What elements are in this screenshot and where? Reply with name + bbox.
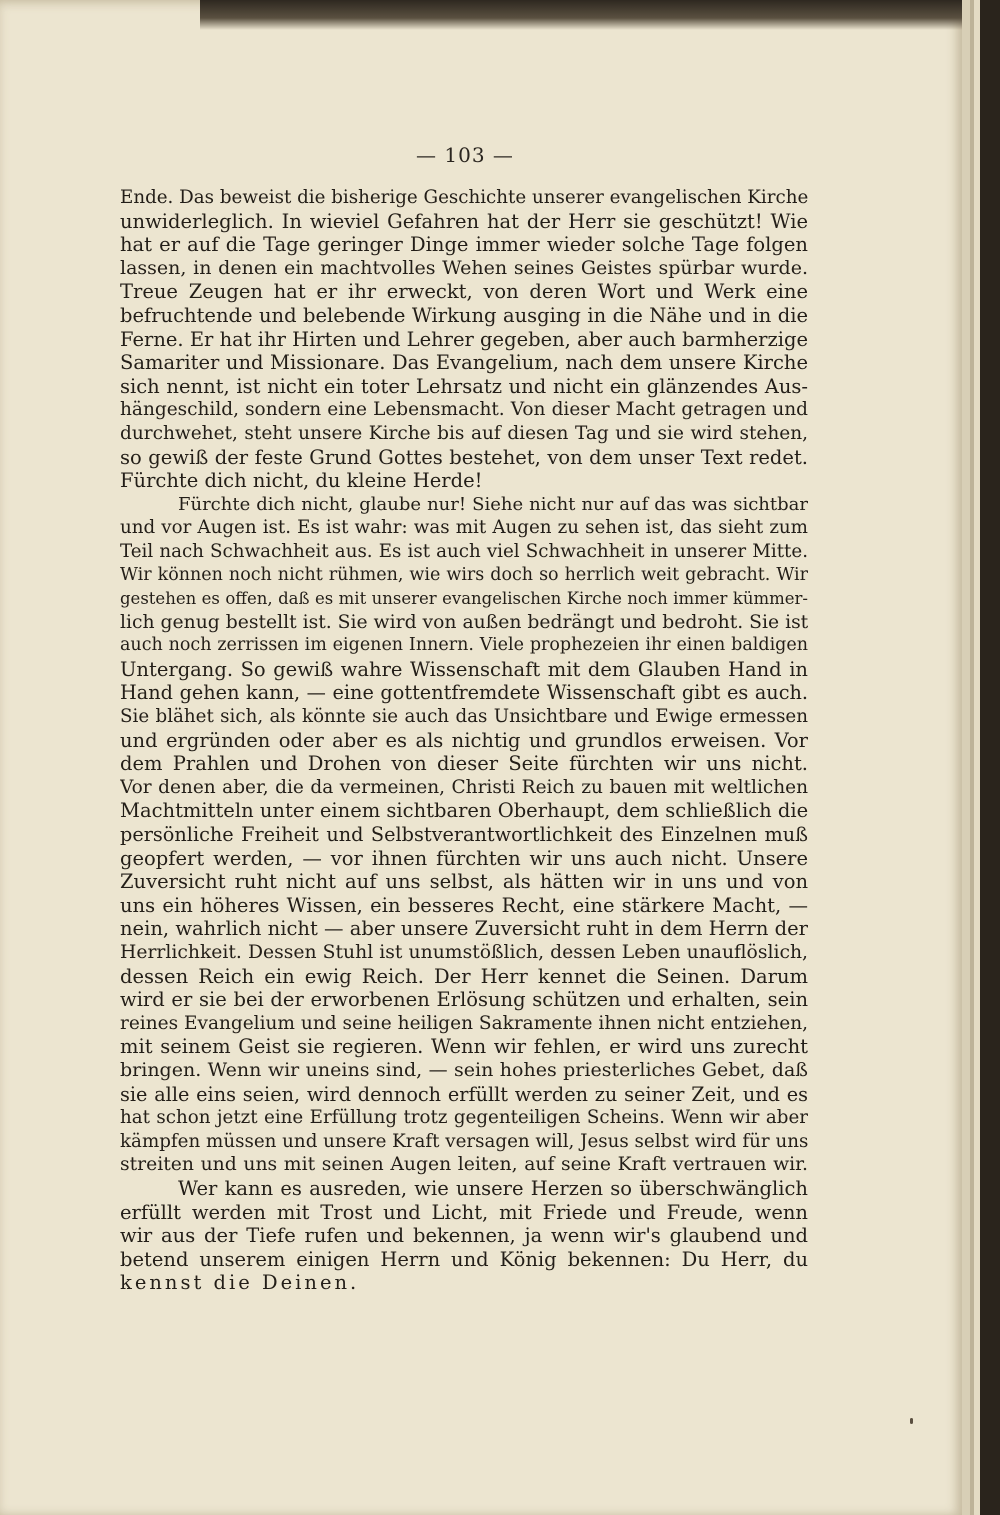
text-line: kennst die Deinen. [120,1271,360,1295]
text-line: lassen, in denen ein machtvolles Wehen seines Geistes spürbar wurde. [120,256,808,279]
text-line: lich genug bestellt ist. Sie wird von außen bedrängt und bedroht. Sie ist [120,611,808,633]
text-line: reines Evangelium und seine heiligen Sakramente ihnen nicht entziehen, [120,1012,808,1034]
page-number: — 103 — [416,143,514,167]
text-line: und ergründen oder aber es als nichtig und grundlos erweisen. Vor [120,728,808,752]
text-line: betend unserem einigen Herrn und König bekennen: Du Herr, du [120,1247,808,1271]
text-line: streiten und uns mit seinen Augen leiten, auf seine Kraft vertrauen wir. [120,1154,808,1176]
text-line: Fürchte dich nicht, du kleine Herde! [120,469,483,493]
page-edge [962,0,970,1515]
text-line: Teil nach Schwachheit aus. Es ist auch viel Schwachheit in unserer Mitte. [120,540,808,562]
text-line: hat schon jetzt eine Erfüllung trotz gegenteiligen Scheins. Wenn wir aber [120,1107,808,1129]
text-line: Treue Zeugen hat er ihr erweckt, von deren Wort und Werk eine [120,280,808,304]
text-line: auch noch zerrissen im eigenen Innern. Viele prophezeien ihr einen baldigen [120,635,808,656]
text-line: Fürchte dich nicht, glaube nur! Siehe nicht nur auf das was sichtbar [178,493,808,515]
text-line: Ende. Das beweist die bisherige Geschichte unserer evangelischen Kirche [120,187,808,208]
text-line: sie alle eins seien, wird dennoch erfüllt werden zu seiner Zeit, und es [120,1082,808,1106]
text-line: gestehen es offen, daß es mit unserer evangelischen Kirche noch immer kümmer- [120,589,808,609]
text-line: Untergang. So gewiß wahre Wissenschaft mit dem Glauben Hand in [120,657,808,681]
text-line: hat er auf die Tage geringer Dinge immer wieder solche Tage folgen [120,233,808,257]
text-line: Wir können noch nicht rühmen, wie wirs doch so herrlich weit gebracht. Wir [120,564,808,585]
text-line: geopfert werden, — vor ihnen fürchten wir uns auch nicht. Unsere [120,846,808,870]
text-line: Sie blähet sich, als könnte sie auch das Unsichtbare und Ewige ermessen [120,706,808,728]
text-line: Hand gehen kann, — eine gottentfremdete Wissenschaft gibt es auch. [120,681,808,705]
text-line: durchwehet, steht unsere Kirche bis auf diesen Tag und sie wird stehen, [120,422,808,444]
text-line: Wer kann es ausreden, wie unsere Herzen so überschwänglich [178,1176,808,1200]
text-line: Vor denen aber, die da vermeinen, Christi Reich zu bauen mit weltlichen [120,776,808,798]
book-binding [980,0,1000,1515]
text-line: und vor Augen ist. Es ist wahr: was mit Augen zu sehen ist, das sieht zum [120,517,808,539]
text-line: Herrlichkeit. Dessen Stuhl ist unumstößlich, dessen Leben unauflöslich, [120,942,808,963]
text-line: so gewiß der feste Grund Gottes bestehet, von dem unser Text redet. [120,445,808,469]
text-line: Ferne. Er hat ihr Hirten und Lehrer gegeben, aber auch barmherzige [120,327,808,351]
text-line: mit seinem Geist sie regieren. Wenn wir fehlen, er wird uns zurecht [120,1035,808,1059]
text-line: persönliche Freiheit und Selbstverantwortlichkeit des Einzelnen muß [120,823,808,847]
text-line: dessen Reich ein ewig Reich. Der Herr kennet die Seinen. Darum [120,964,808,988]
text-line: unwiderleglich. In wieviel Gefahren hat der Herr sie geschützt! Wie [120,209,808,233]
text-line: Samariter und Missionare. Das Evangelium, nach dem unsere Kirche [120,351,808,375]
text-line: Zuversicht ruht nicht auf uns selbst, als hätten wir in uns und von [120,870,808,894]
text-line: hängeschild, sondern eine Lebensmacht. Von dieser Macht getragen und [120,399,808,421]
text-line: wir aus der Tiefe rufen und bekennen, ja wenn wir's glaubend und [120,1224,808,1248]
text-line: sich nennt, ist nicht ein toter Lehrsatz und nicht ein glänzendes Aus- [120,374,808,398]
page-top-shadow [200,0,970,30]
text-line: wird er sie bei der erworbenen Erlösung schützen und erhalten, sein [120,988,808,1012]
body-text [120,186,808,1295]
text-line: nein, wahrlich nicht — aber unsere Zuversicht ruht in dem Herrn der [120,917,808,941]
text-line: befruchtende und belebende Wirkung ausging in die Nähe und in die [120,303,808,327]
text-line: erfüllt werden mit Trost und Licht, mit Friede und Freude, wenn [120,1200,808,1224]
text-line: uns ein höheres Wissen, ein besseres Recht, eine stärkere Macht, — [120,893,808,917]
text-line: kämpfen müssen und unsere Kraft versagen will, Jesus selbst wird für uns [120,1130,808,1152]
text-line: bringen. Wenn wir uneins sind, — sein hohes priesterliches Gebet, daß [120,1058,808,1081]
ink-speck [910,1418,913,1424]
text-line: Machtmitteln unter einem sichtbaren Oberhaupt, dem schließlich die [120,799,808,823]
text-line: dem Prahlen und Drohen von dieser Seite fürchten wir uns nicht. [120,752,808,776]
